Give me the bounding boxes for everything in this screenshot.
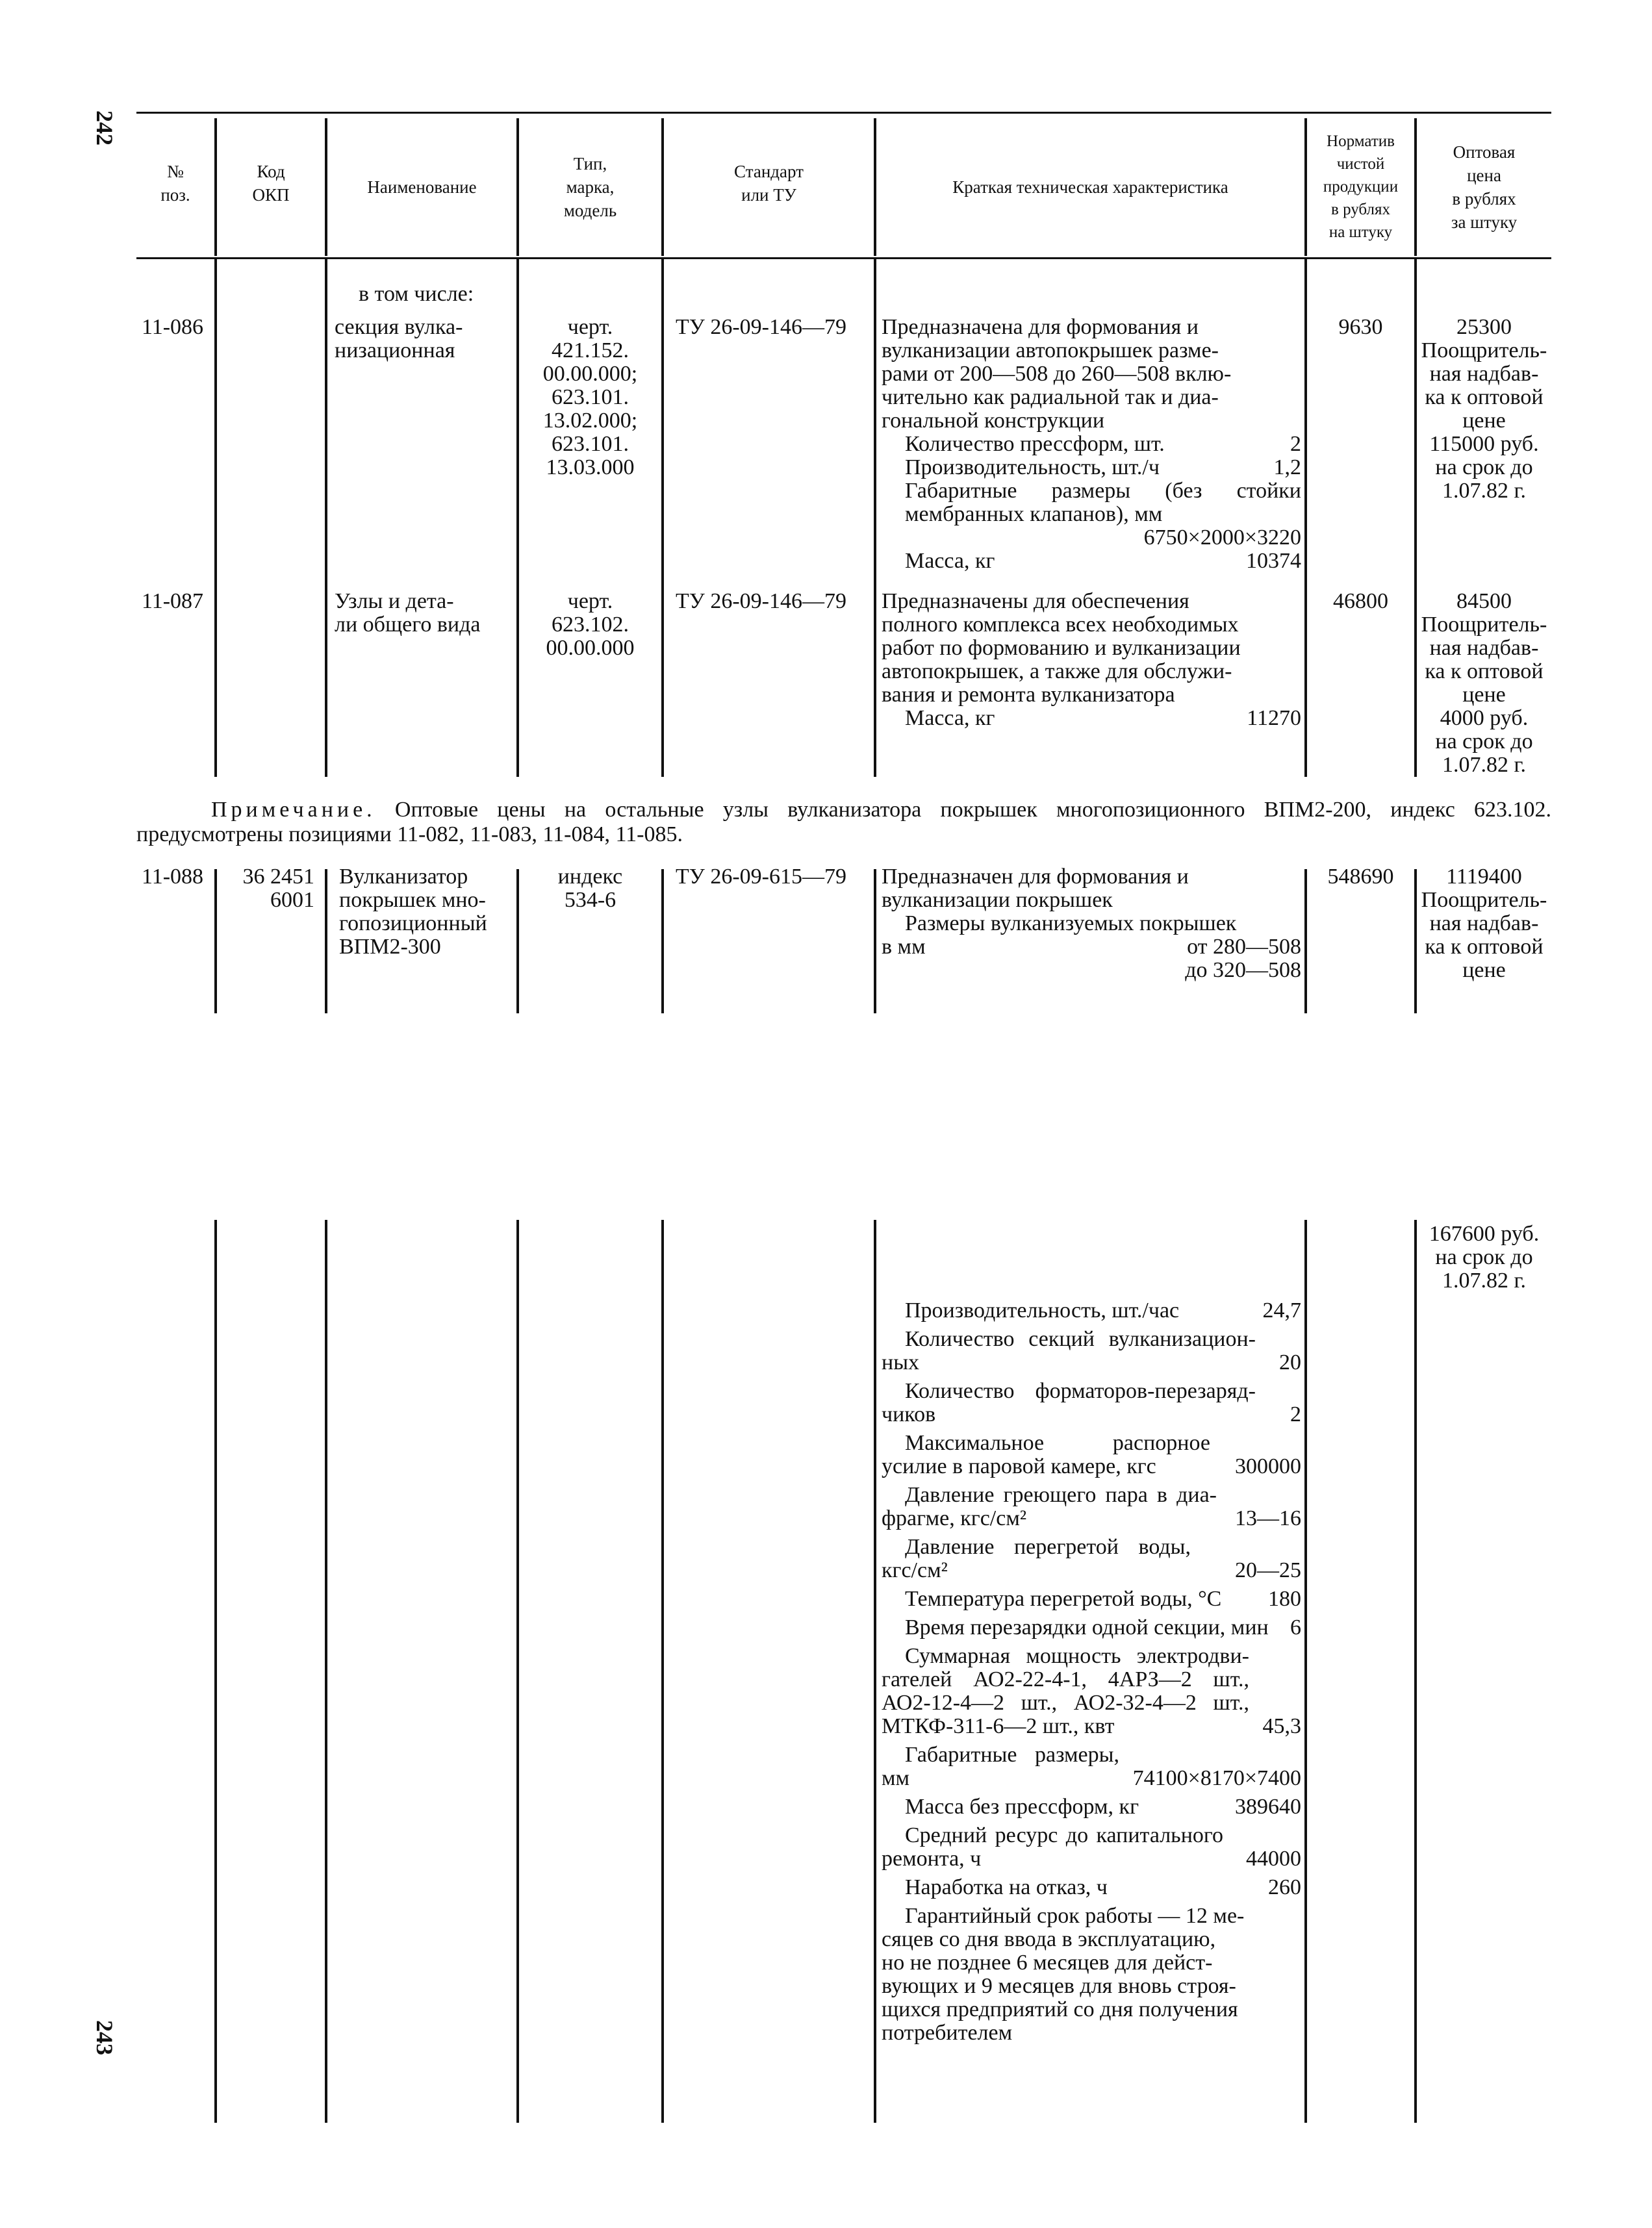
column-divider [325,869,327,1013]
param-row: Габаритные размеры, мм 74100×8170×7400 [882,1743,1301,1790]
column-divider [1304,1220,1307,2123]
header-standard: Стандарт или ТУ [734,162,804,205]
column-divider [661,1220,664,2123]
param-prescount: Количество прессформ, шт. 2 [905,432,1301,456]
continuation-characteristic [882,1299,1301,2045]
row-088-norm: 548690 [1327,865,1394,889]
row-087-description: Предназначены для обеспечения полного комплекса всех необходимых работ по формованию и вулканизации автопокрышек, а также для обслужи- вания и ремонта вулканизатора Масса, кг 11270 [882,589,1301,730]
header-name: Наименование [367,177,477,197]
param-mass: Масса, кг 10374 [905,549,1301,573]
warranty: Гарантийный срок работы — 12 ме- сяцев со дня ввода в эксплуатацию, но не позднее 6 месяцев для дейст- вующих и 9 месяцев для вновь строя- щихся предприятий со дня получения потребителем [882,1904,1245,2045]
table-note: Примечание. Оптовые цены на остальные узлы вулканизатора покрышек многопозиционного ВПМ2-200, индекс 623.102. предусмотрены позициями 11-082, 11-083, 11-084, 11-085. [136,798,1552,846]
row-088-okp: 36 2451 6001 [242,865,314,912]
param-row: Производительность, шт./час 24,7 [905,1298,1301,1323]
column-divider [1304,869,1307,1013]
param-row: Количество секций вулканизацион- ных 20 [882,1327,1301,1374]
row-087-pos: 11-087 [142,589,204,613]
header-okp: Код ОКП [252,162,290,205]
param-row: Масса без прессформ, кг 389640 [905,1795,1301,1819]
row-086-type: черт. 421.152. 00.00.000; 623.101. 13.02.000; 623.101. 13.03.000 [542,315,638,479]
column-divider [214,259,217,777]
column-divider [874,1220,876,2123]
row-087-norm: 46800 [1333,589,1388,613]
param-row: Наработка на отказ, ч 260 [905,1875,1301,1899]
param-mass: Масса, кг 11270 [905,706,1301,730]
row-087-name: Узлы и дета- ли общего вида [335,589,481,637]
header-price: Оптовая цена в рублях за штуку [1451,142,1518,232]
param-row: Суммарная мощность электродви- гателей АО2-22-4-1, 4АРЗ—2 шт., АО2-12-4—2 шт., АО2-32-4—2 шт., МТКФ-311-6—2 шт., квт 45,3 [882,1644,1301,1738]
column-divider [214,1220,217,2123]
section-label: в том числе: [359,282,474,306]
header-top-rule [136,112,1551,114]
page-number-bottom: 243 [92,2020,118,2055]
column-divider [516,1220,519,2123]
header-type: Тип, марка, модель [563,154,617,220]
row-087-price: 84500 Поощритель- ная надбав- ка к оптовой цене 4000 руб. на срок до 1.07.82 г. [1421,589,1547,777]
column-divider [661,869,664,1013]
row-088-name: Вулканизатор покрышек мно- гопозиционный ВПМ2-300 [339,865,487,959]
param-row: Средний ресурс до капитального ремонта, ч 44000 [882,1823,1301,1871]
column-divider [661,259,664,777]
param-row: Время перезарядки одной секции, мин 6 [905,1615,1301,1639]
row-086-norm: 9630 [1338,315,1383,339]
row-086-name: секция вулка- низационная [335,315,463,362]
row-086-price: 25300 Поощритель- ная надбав- ка к оптовой цене 115000 руб. на срок до 1.07.82 г. [1421,315,1547,503]
param-row: Давление греющего пара в диа- фрагме, кгс/см² 13—16 [882,1483,1301,1530]
param-row: Температура перегретой воды, °С 180 [905,1587,1301,1611]
header-norm: Норматив чистой продукции в рублях на штуку [1323,133,1399,241]
row-088-price: 1119400 Поощритель- ная надбав- ка к оптовой цене [1421,865,1547,982]
param-sizes: в мм от 280—508 [882,935,1301,959]
column-divider [1414,1220,1417,2123]
header-characteristic: Краткая техническая характеристика [952,177,1228,197]
column-divider [874,869,876,1013]
column-divider [325,259,327,777]
continuation-price: 167600 руб. на срок до 1.07.82 г. [1429,1222,1540,1293]
param-dimensions: Габаритные размеры (без стойки мембранных клапанов), мм 6750×2000×3220 [905,479,1301,550]
param-productivity: Производительность, шт./ч 1,2 [905,455,1301,479]
row-088-description: Предназначен для формования и вулканизации покрышек Размеры вулканизуемых покрышек в мм от 280—508 до 320—508 [882,865,1301,982]
row-086-pos: 11-086 [142,315,204,339]
param-row: Давление перегретой воды, кгс/см² 20—25 [882,1535,1301,1582]
param-row: Количество форматоров-перезаряд- чиков 2 [882,1379,1301,1426]
row-086-description: Предназначена для формования и вулканизации автопокрышек разме- рами от 200—508 до 260—508 вклю- чительно как радиальной так и диа- гональной конструкции Количество прессформ, шт. 2 Производительность, шт./ч 1,2 Габаритные размеры (без стойки мембранных клапанов), мм 6750×2000×3220 Масса, кг 10374 [882,315,1301,573]
row-087-standard: ТУ 26-09-146—79 [676,589,846,613]
param-row: Максимальное распорное усилие в паровой камере, кгс 300000 [882,1431,1301,1478]
row-088-type: индекс 534-6 [557,865,623,912]
row-087-type: черт. 623.102. 00.00.000 [546,589,635,660]
row-086-standard: ТУ 26-09-146—79 [676,315,846,339]
row-088-pos: 11-088 [142,865,204,889]
header-pos: № поз. [160,162,190,205]
column-divider [325,1220,327,2123]
header-bottom-rule [136,257,1551,259]
column-divider [874,259,876,777]
row-088-standard: ТУ 26-09-615—79 [676,865,846,889]
page-number-top: 242 [92,110,118,146]
